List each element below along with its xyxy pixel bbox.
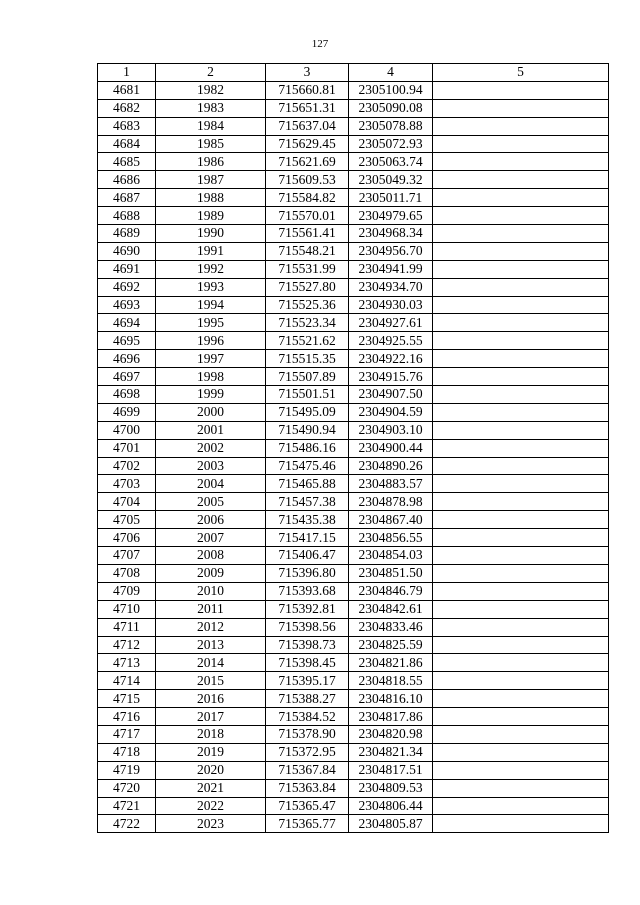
table-cell-col-5: [433, 171, 609, 189]
table-row: [98, 511, 609, 529]
table-row: [98, 815, 609, 833]
table-cell-col-4: 2305011.71: [349, 189, 433, 207]
table-cell-col-5: [433, 296, 609, 314]
table-cell-col-1: 4715: [98, 690, 156, 708]
table-cell-col-2: 2022: [156, 797, 266, 815]
table-cell-col-4: 2304934.70: [349, 278, 433, 296]
table-cell-col-3: 715398.73: [266, 636, 349, 654]
table-cell-col-1: 4686: [98, 171, 156, 189]
table-cell-col-3: 715548.21: [266, 242, 349, 260]
table-row: [98, 672, 609, 690]
table-cell-col-3: 715398.45: [266, 654, 349, 672]
table-row: [98, 690, 609, 708]
table-cell-col-3: 715392.81: [266, 600, 349, 618]
table-cell-col-1: 4689: [98, 225, 156, 243]
table-cell-col-4: 2304915.76: [349, 368, 433, 386]
table-cell-col-1: 4707: [98, 547, 156, 565]
table-cell-col-2: 2009: [156, 564, 266, 582]
table-cell-col-2: 1997: [156, 350, 266, 368]
table-cell-col-4: 2304817.86: [349, 708, 433, 726]
table-cell-col-1: 4691: [98, 260, 156, 278]
table-cell-col-3: 715465.88: [266, 475, 349, 493]
table-row: [98, 797, 609, 815]
table-cell-col-4: 2304820.98: [349, 725, 433, 743]
table-cell-col-5: [433, 708, 609, 726]
table-cell-col-1: 4704: [98, 493, 156, 511]
table-cell-col-2: 1995: [156, 314, 266, 332]
table-cell-col-2: 1986: [156, 153, 266, 171]
table-cell-col-5: [433, 654, 609, 672]
table-cell-col-4: 2304833.46: [349, 618, 433, 636]
table-cell-col-4: 2304903.10: [349, 421, 433, 439]
table-cell-col-4: 2304878.98: [349, 493, 433, 511]
column-header-2: 2: [156, 64, 266, 82]
table-cell-col-3: 715396.80: [266, 564, 349, 582]
table-cell-col-1: 4719: [98, 761, 156, 779]
table-cell-col-3: 715651.31: [266, 99, 349, 117]
table-cell-col-2: 1983: [156, 99, 266, 117]
table-body: [98, 81, 609, 832]
table-cell-col-4: 2304907.50: [349, 386, 433, 404]
table-cell-col-3: 715570.01: [266, 207, 349, 225]
table-cell-col-2: 2016: [156, 690, 266, 708]
table-cell-col-2: 2008: [156, 547, 266, 565]
table-cell-col-1: 4685: [98, 153, 156, 171]
column-header-4: 4: [349, 64, 433, 82]
table-cell-col-5: [433, 242, 609, 260]
table-cell-col-2: 1994: [156, 296, 266, 314]
table-cell-col-5: [433, 600, 609, 618]
table-cell-col-2: 2015: [156, 672, 266, 690]
table-cell-col-1: 4693: [98, 296, 156, 314]
table-header: [98, 64, 609, 82]
table-cell-col-1: 4722: [98, 815, 156, 833]
table-row: [98, 654, 609, 672]
table-cell-col-2: 2014: [156, 654, 266, 672]
table-cell-col-2: 2020: [156, 761, 266, 779]
table-cell-col-1: 4706: [98, 529, 156, 547]
table-cell-col-3: 715417.15: [266, 529, 349, 547]
table-cell-col-4: 2304925.55: [349, 332, 433, 350]
table-cell-col-2: 2013: [156, 636, 266, 654]
table-cell-col-5: [433, 618, 609, 636]
table-cell-col-1: 4687: [98, 189, 156, 207]
table-cell-col-3: 715515.35: [266, 350, 349, 368]
table-cell-col-3: 715609.53: [266, 171, 349, 189]
table-cell-col-3: 715521.62: [266, 332, 349, 350]
table-cell-col-1: 4684: [98, 135, 156, 153]
table-cell-col-2: 1987: [156, 171, 266, 189]
table-cell-col-4: 2304930.03: [349, 296, 433, 314]
table-cell-col-2: 1984: [156, 117, 266, 135]
table-row: [98, 457, 609, 475]
table-cell-col-5: [433, 564, 609, 582]
table-row: [98, 708, 609, 726]
table-cell-col-4: 2304968.34: [349, 225, 433, 243]
table-cell-col-4: 2304867.40: [349, 511, 433, 529]
table-cell-col-2: 2012: [156, 618, 266, 636]
table-cell-col-3: 715435.38: [266, 511, 349, 529]
table-row: [98, 117, 609, 135]
table-cell-col-1: 4695: [98, 332, 156, 350]
table-cell-col-5: [433, 475, 609, 493]
table-cell-col-5: [433, 761, 609, 779]
table-cell-col-3: 715621.69: [266, 153, 349, 171]
table-cell-col-1: 4694: [98, 314, 156, 332]
column-header-1: 1: [98, 64, 156, 82]
table-cell-col-5: [433, 779, 609, 797]
table-row: [98, 225, 609, 243]
table-cell-col-2: 2000: [156, 403, 266, 421]
table-cell-col-4: 2304890.26: [349, 457, 433, 475]
table-cell-col-3: 715457.38: [266, 493, 349, 511]
table-row: [98, 135, 609, 153]
table-cell-col-2: 2018: [156, 725, 266, 743]
table-cell-col-5: [433, 278, 609, 296]
table-cell-col-1: 4696: [98, 350, 156, 368]
table-row: [98, 421, 609, 439]
table-cell-col-5: [433, 332, 609, 350]
table-cell-col-5: [433, 636, 609, 654]
table-cell-col-5: [433, 135, 609, 153]
table-cell-col-1: 4711: [98, 618, 156, 636]
table-cell-col-5: [433, 117, 609, 135]
table-cell-col-2: 2023: [156, 815, 266, 833]
table-cell-col-4: 2304927.61: [349, 314, 433, 332]
table-cell-col-4: 2304825.59: [349, 636, 433, 654]
table-cell-col-3: 715384.52: [266, 708, 349, 726]
table-cell-col-2: 2011: [156, 600, 266, 618]
table-cell-col-2: 2001: [156, 421, 266, 439]
table-cell-col-1: 4718: [98, 743, 156, 761]
table-row: [98, 314, 609, 332]
table-cell-col-3: 715525.36: [266, 296, 349, 314]
table-cell-col-1: 4690: [98, 242, 156, 260]
table-row: [98, 81, 609, 99]
table-cell-col-5: [433, 386, 609, 404]
table-cell-col-4: 2304851.50: [349, 564, 433, 582]
table-row: [98, 278, 609, 296]
table-row: [98, 403, 609, 421]
table-cell-col-4: 2304956.70: [349, 242, 433, 260]
table-cell-col-4: 2305078.88: [349, 117, 433, 135]
table-cell-col-3: 715495.09: [266, 403, 349, 421]
table-cell-col-3: 715395.17: [266, 672, 349, 690]
table-cell-col-4: 2304854.03: [349, 547, 433, 565]
page-number: 127: [311, 38, 329, 50]
table-cell-col-1: 4698: [98, 386, 156, 404]
table-cell-col-2: 1988: [156, 189, 266, 207]
table-cell-col-5: [433, 403, 609, 421]
table-cell-col-2: 1996: [156, 332, 266, 350]
table-row: [98, 618, 609, 636]
table-cell-col-1: 4701: [98, 439, 156, 457]
table-cell-col-5: [433, 207, 609, 225]
table-cell-col-5: [433, 225, 609, 243]
table-cell-col-1: 4699: [98, 403, 156, 421]
table-cell-col-4: 2304805.87: [349, 815, 433, 833]
table-cell-col-1: 4682: [98, 99, 156, 117]
table-cell-col-5: [433, 81, 609, 99]
table-cell-col-1: 4705: [98, 511, 156, 529]
table-cell-col-2: 2021: [156, 779, 266, 797]
table-cell-col-3: 715406.47: [266, 547, 349, 565]
header-row: [98, 64, 609, 82]
table-cell-col-2: 2004: [156, 475, 266, 493]
table-cell-col-4: 2305063.74: [349, 153, 433, 171]
table-row: [98, 153, 609, 171]
table-cell-col-3: 715501.51: [266, 386, 349, 404]
table-cell-col-3: 715490.94: [266, 421, 349, 439]
table-row: [98, 350, 609, 368]
table-row: [98, 582, 609, 600]
table-cell-col-5: [433, 672, 609, 690]
table-row: [98, 207, 609, 225]
table-cell-col-2: 1990: [156, 225, 266, 243]
table-cell-col-3: 715378.90: [266, 725, 349, 743]
table-cell-col-4: 2304821.34: [349, 743, 433, 761]
table-cell-col-1: 4714: [98, 672, 156, 690]
table-cell-col-5: [433, 260, 609, 278]
table-cell-col-3: 715367.84: [266, 761, 349, 779]
table-cell-col-4: 2304806.44: [349, 797, 433, 815]
table-cell-col-5: [433, 457, 609, 475]
table-row: [98, 493, 609, 511]
table-row: [98, 600, 609, 618]
table-cell-col-4: 2304846.79: [349, 582, 433, 600]
table-cell-col-4: 2304856.55: [349, 529, 433, 547]
table-cell-col-1: 4721: [98, 797, 156, 815]
table-cell-col-5: [433, 725, 609, 743]
column-header-3: 3: [266, 64, 349, 82]
table-cell-col-5: [433, 368, 609, 386]
table-cell-col-1: 4709: [98, 582, 156, 600]
table-cell-col-2: 1985: [156, 135, 266, 153]
table-cell-col-2: 2017: [156, 708, 266, 726]
table-cell-col-3: 715660.81: [266, 81, 349, 99]
table-cell-col-1: 4688: [98, 207, 156, 225]
table-cell-col-4: 2304922.16: [349, 350, 433, 368]
table-cell-col-5: [433, 439, 609, 457]
table-cell-col-2: 2006: [156, 511, 266, 529]
table-cell-col-1: 4716: [98, 708, 156, 726]
table-cell-col-2: 2010: [156, 582, 266, 600]
table-cell-col-2: 2003: [156, 457, 266, 475]
table-cell-col-2: 1989: [156, 207, 266, 225]
table-row: [98, 547, 609, 565]
table-cell-col-3: 715584.82: [266, 189, 349, 207]
table-cell-col-1: 4700: [98, 421, 156, 439]
table-row: [98, 439, 609, 457]
table-row: [98, 564, 609, 582]
table-cell-col-1: 4697: [98, 368, 156, 386]
table-cell-col-2: 1993: [156, 278, 266, 296]
table-cell-col-2: 2019: [156, 743, 266, 761]
table-cell-col-2: 2007: [156, 529, 266, 547]
table-cell-col-1: 4683: [98, 117, 156, 135]
table-row: [98, 296, 609, 314]
table-row: [98, 260, 609, 278]
table-cell-col-5: [433, 314, 609, 332]
table-cell-col-4: 2304900.44: [349, 439, 433, 457]
table-cell-col-1: 4703: [98, 475, 156, 493]
column-header-5: 5: [433, 64, 609, 82]
table-row: [98, 368, 609, 386]
table-cell-col-4: 2304842.61: [349, 600, 433, 618]
table-row: [98, 779, 609, 797]
table-cell-col-3: 715531.99: [266, 260, 349, 278]
table-cell-col-5: [433, 511, 609, 529]
table-cell-col-4: 2304904.59: [349, 403, 433, 421]
table-cell-col-4: 2304818.55: [349, 672, 433, 690]
table-row: [98, 189, 609, 207]
table-row: [98, 636, 609, 654]
table-cell-col-2: 2002: [156, 439, 266, 457]
table-cell-col-2: 1998: [156, 368, 266, 386]
table-cell-col-5: [433, 189, 609, 207]
table-cell-col-3: 715527.80: [266, 278, 349, 296]
table-cell-col-1: 4713: [98, 654, 156, 672]
table-cell-col-2: 1992: [156, 260, 266, 278]
table-cell-col-5: [433, 815, 609, 833]
table-cell-col-4: 2305100.94: [349, 81, 433, 99]
table-cell-col-3: 715365.77: [266, 815, 349, 833]
table-cell-col-5: [433, 743, 609, 761]
table-cell-col-1: 4692: [98, 278, 156, 296]
table-cell-col-4: 2305072.93: [349, 135, 433, 153]
table-cell-col-4: 2304941.99: [349, 260, 433, 278]
table-cell-col-3: 715363.84: [266, 779, 349, 797]
table-row: [98, 475, 609, 493]
table-cell-col-3: 715523.34: [266, 314, 349, 332]
table-row: [98, 743, 609, 761]
table-cell-col-4: 2304821.86: [349, 654, 433, 672]
table-cell-col-3: 715486.16: [266, 439, 349, 457]
table-cell-col-2: 2005: [156, 493, 266, 511]
table-cell-col-4: 2304809.53: [349, 779, 433, 797]
table-cell-col-2: 1999: [156, 386, 266, 404]
table-cell-col-5: [433, 690, 609, 708]
table-cell-col-3: 715388.27: [266, 690, 349, 708]
table-cell-col-3: 715365.47: [266, 797, 349, 815]
table-cell-col-1: 4710: [98, 600, 156, 618]
table-cell-col-5: [433, 529, 609, 547]
table-cell-col-5: [433, 350, 609, 368]
table-cell-col-4: 2304979.65: [349, 207, 433, 225]
table-cell-col-5: [433, 99, 609, 117]
table-cell-col-4: 2304816.10: [349, 690, 433, 708]
table-cell-col-5: [433, 421, 609, 439]
table-row: [98, 99, 609, 117]
table-cell-col-5: [433, 153, 609, 171]
table-cell-col-5: [433, 493, 609, 511]
table-cell-col-2: 1982: [156, 81, 266, 99]
table-row: [98, 332, 609, 350]
table-cell-col-1: 4681: [98, 81, 156, 99]
table-cell-col-3: 715393.68: [266, 582, 349, 600]
table-cell-col-3: 715398.56: [266, 618, 349, 636]
table-row: [98, 242, 609, 260]
table-row: [98, 171, 609, 189]
table-cell-col-4: 2304817.51: [349, 761, 433, 779]
table-cell-col-3: 715507.89: [266, 368, 349, 386]
table-row: [98, 725, 609, 743]
table-cell-col-3: 715475.46: [266, 457, 349, 475]
table-row: [98, 386, 609, 404]
table-row: [98, 761, 609, 779]
table-row: [98, 529, 609, 547]
table-cell-col-4: 2304883.57: [349, 475, 433, 493]
table-cell-col-1: 4712: [98, 636, 156, 654]
table-cell-col-1: 4720: [98, 779, 156, 797]
table-cell-col-2: 1991: [156, 242, 266, 260]
table-cell-col-3: 715637.04: [266, 117, 349, 135]
table-cell-col-4: 2305090.08: [349, 99, 433, 117]
table-cell-col-3: 715629.45: [266, 135, 349, 153]
table-cell-col-1: 4702: [98, 457, 156, 475]
table-cell-col-3: 715561.41: [266, 225, 349, 243]
table-cell-col-4: 2305049.32: [349, 171, 433, 189]
table-cell-col-5: [433, 547, 609, 565]
coordinates-table: [97, 63, 609, 833]
table-cell-col-3: 715372.95: [266, 743, 349, 761]
table-cell-col-5: [433, 582, 609, 600]
table-cell-col-1: 4717: [98, 725, 156, 743]
table-cell-col-1: 4708: [98, 564, 156, 582]
table-cell-col-5: [433, 797, 609, 815]
